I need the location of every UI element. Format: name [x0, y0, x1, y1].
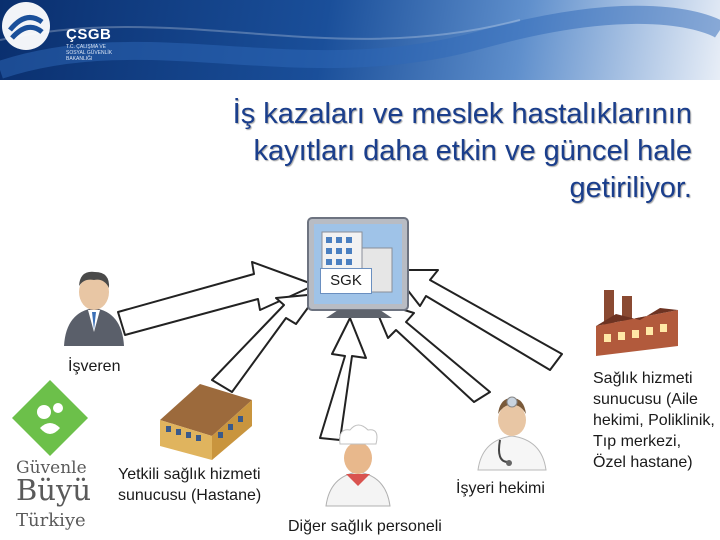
sgk-label: SGK — [320, 268, 372, 294]
title-line-1: İş kazaları ve meslek hastalıklarının — [232, 98, 692, 130]
isyeri-hekimi-label: İşyeri hekimi — [456, 480, 545, 497]
logo-text: ÇSGB — [66, 26, 112, 43]
doctor-icon — [478, 397, 546, 470]
guvenle-buyu-logo-icon — [10, 378, 100, 458]
factory-icon — [596, 290, 678, 356]
title-line-3: getiriliyor. — [569, 172, 692, 204]
hastane-label: Yetkili sağlık hizmeti sunucusu (Hastane) — [118, 466, 262, 504]
school-building-icon — [160, 384, 252, 460]
logo-subtitle: T.C. ÇALIŞMA VE SOSYAL GÜVENLİK BAKANLIĞI — [66, 44, 113, 62]
saglik-hizmeti-sunucusu-label: Sağlık hizmeti sunucusu (Aile hekimi, Poliklinik, Tıp merkezi, Özel hastane) — [593, 370, 715, 471]
logo-line-buyu: Büyü — [16, 473, 92, 507]
isveren-label: İşveren — [68, 358, 121, 375]
arrow-saglik-hizmeti — [392, 270, 562, 370]
logo-line-guvenle: Güvenle — [16, 458, 87, 478]
logo-line-turkiye: Türkiye — [16, 510, 86, 531]
businessman-icon — [64, 272, 124, 346]
title-line-2: kayıtları daha etkin ve güncel hale — [253, 135, 692, 167]
diger-saglik-personeli-label: Diğer sağlık personeli — [288, 518, 442, 535]
arrow-diger — [320, 318, 366, 440]
